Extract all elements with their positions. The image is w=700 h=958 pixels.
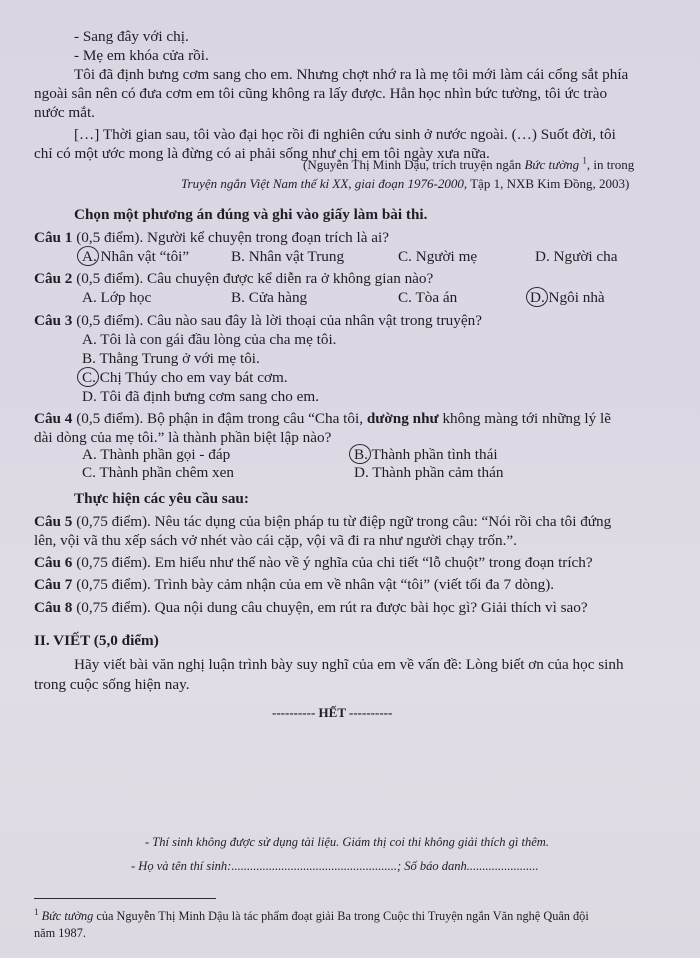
section-2-prompt-cont: trong cuộc sống hiện nay. [34,676,190,693]
section-2-title: II. VIẾT (5,0 điểm) [34,632,159,649]
question-1: Câu 1 (0,5 điểm). Người kể chuyện trong đoạn trích là ai? [34,229,389,246]
section-2-prompt: Hãy viết bài văn nghị luận trình bày suy nghĩ của em về vấn đề: Lòng biết ơn của học sinh [74,656,624,673]
answer-circle-mark [349,444,371,464]
answer-circle-mark [77,246,99,266]
instruction-multiple-choice: Chọn một phương án đúng và ghi vào giấy làm bài thi. [74,206,428,223]
footnote-divider [34,898,216,899]
passage-line: […] Thời gian sau, tôi vào đại học rồi đi nghiên cứu sinh ở nước ngoài. (…) Suốt đời, tôi [74,126,616,143]
question-4-cont: dài dòng của mẹ tôi.” là thành phần biệt lập nào? [34,429,332,446]
q2-option-d: D. Ngôi nhà [530,289,605,306]
question-2: Câu 2 (0,5 điểm). Câu chuyện được kể diễn ra ở không gian nào? [34,270,434,287]
passage-line: chỉ có một ước mong là đừng có ai phải sống như chị em tôi ngày xưa nữa. [34,145,490,162]
q2-option-a: A. Lớp học [82,289,152,306]
q1-option-c: C. Người mẹ [398,248,478,265]
footnote: $^1$ Bức tường của Nguyễn Thị Minh Dậu là tác phẩm đoạt giải Ba trong Cuộc thi Truyện ngắn Văn nghệ Quân đội [34,906,589,923]
instruction-tasks: Thực hiện các yêu cầu sau: [74,490,249,507]
q3-option-d: D. Tôi đã định bưng cơm sang cho em. [82,388,320,405]
answer-circle-mark [526,287,548,307]
question-3: Câu 3 (0,5 điểm). Câu nào sau đây là lời thoại của nhân vật trong truyện? [34,312,482,329]
candidate-info-line: - Họ và tên thí sinh:.....................................................; Số báo danh....................... [131,859,539,873]
q4-option-a: A. Thành phần gọi - đáp [82,446,231,463]
question-5-cont: lên, vội vã thu xếp sách vở nhét vào cái cặp, vội vã đi ra như người chạy trốn.”. [34,532,517,549]
q1-option-d: D. Người cha [535,248,618,265]
q3-option-a: A. Tôi là con gái đầu lòng của cha mẹ tôi. [82,331,337,348]
q4-option-d: D. Thành phần cảm thán [354,464,504,481]
q3-option-b: B. Thằng Trung ở với mẹ tôi. [82,350,260,367]
source-citation: (Nguyễn Thị Minh Dậu, trích truyện ngắn Bức tường $^1$, in trong [303,155,635,172]
question-4: Câu 4 (0,5 điểm). Bộ phận in đậm trong câu “Cha tôi, dường như không màng tới những lý lẽ [34,410,611,427]
q4-option-b: B. Thành phần tình thái [354,446,498,463]
source-citation-2: Truyện ngắn Việt Nam thế kỉ XX, giai đoạn 1976-2000, Tập 1, NXB Kim Đồng, 2003) [181,176,630,191]
passage-line: - Mẹ em khóa cửa rồi. [74,47,209,64]
passage-line: ngoài sân nên có đưa cơm em tôi cũng không ra lấy được. Hẳn học nhìn bức tường, tôi ức trào [34,85,608,102]
passage-line: nước mắt. [34,104,95,121]
footnote-cont: năm 1987. [34,926,86,940]
q4-option-c: C. Thành phần chêm xen [82,464,234,481]
q2-option-b: B. Cửa hàng [231,289,308,306]
passage-line: Tôi đã định bưng cơm sang cho em. Nhưng chợt nhớ ra là mẹ tôi mới làm cái cổng sắt phía [74,66,629,83]
q3-option-c: C. Chị Thúy cho em vay bát cơm. [82,369,288,386]
q1-option-b: B. Nhân vật Trung [231,248,345,265]
end-mark: ---------- HẾT ---------- [272,705,393,720]
question-8: Câu 8 (0,75 điểm). Qua nội dung câu chuyện, em rút ra được bài học gì? Giải thích vì sao? [34,599,588,616]
answer-circle-mark [77,367,99,387]
passage-line: - Sang đây với chị. [74,28,189,45]
footer-note: - Thí sinh không được sử dụng tài liệu. Giám thị coi thi không giải thích gì thêm. [145,835,549,849]
question-6: Câu 6 (0,75 điểm). Em hiểu như thế nào về ý nghĩa của chi tiết “lỗ chuột” trong đoạn trích? [34,554,593,571]
question-5: Câu 5 (0,75 điểm). Nêu tác dụng của biện pháp tu từ điệp ngữ trong câu: “Nói rồi cha tôi đứng [34,513,612,530]
q1-option-a: A. Nhân vật “tôi” [82,248,190,265]
q2-option-c: C. Tòa án [398,289,458,306]
question-7: Câu 7 (0,75 điểm). Trình bày cảm nhận của em về nhân vật “tôi” (viết tối đa 7 dòng). [34,576,555,593]
